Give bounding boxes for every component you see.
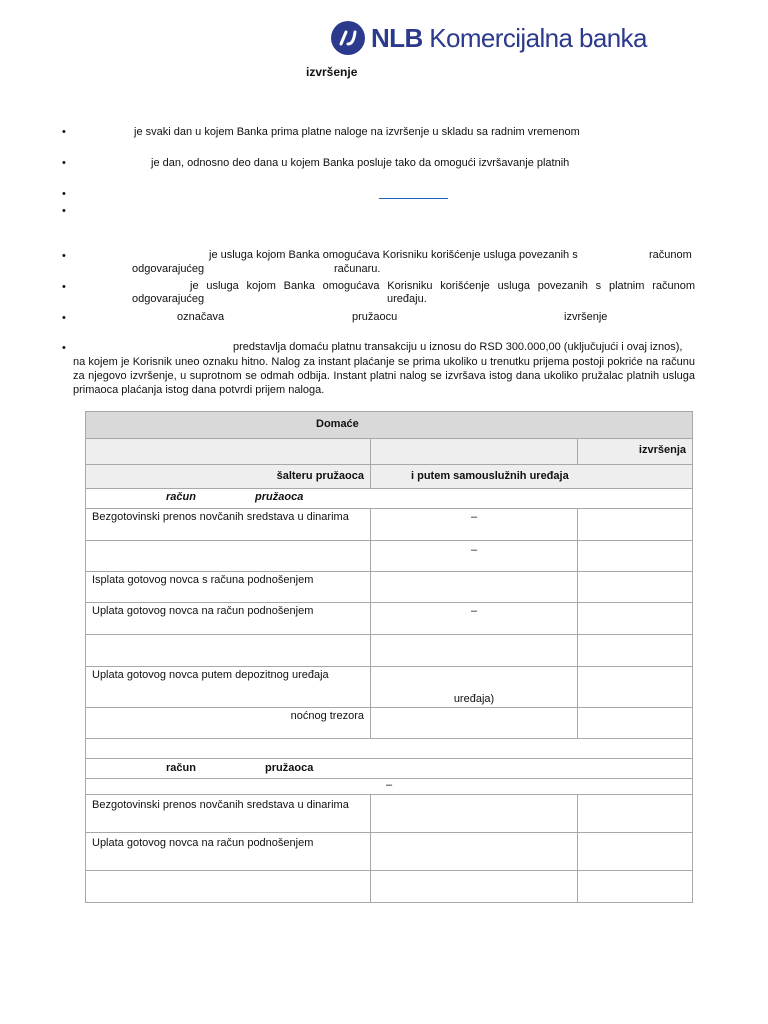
section-racun: račun (166, 491, 196, 503)
row-value: – (371, 541, 578, 572)
bullet-icon: • (62, 250, 66, 262)
row-label: Bezgotovinski prenos novčanih sredstava u dinarima (86, 795, 371, 833)
row-label: Uplata gotovog novca putem depozitnog uređaja (86, 667, 371, 708)
row-value: uređaja) (371, 667, 578, 708)
hyperlink-underline[interactable] (379, 198, 448, 199)
row-label: noćnog trezora (86, 708, 371, 739)
table-row (86, 779, 693, 795)
table-row (86, 603, 693, 635)
section-pruzaoca: pružaoca (255, 491, 304, 503)
table-row (86, 541, 693, 572)
definition-6-odgovarajuceg: odgovarajućeg (132, 293, 205, 305)
bullet-icon: • (62, 188, 66, 200)
table-row (86, 871, 693, 903)
definition-2: je dan, odnosno deo dana u kojem Banka posluje tako da omogući izvršavanje platnih (151, 157, 570, 169)
row-value: – (371, 509, 578, 541)
row-value: – (86, 779, 693, 795)
bullet-icon: • (62, 342, 66, 354)
definition-8-body: na kojem je Korisnik uneo oznaku hitno. Nalog za instant plaćanje se prima ukoliko u trenutku prijema postoji pokriće na računu za njegovo izvršenje, u suprotnom se odmah odbija. Instant platni nalog se izvršava istog dana ukoliko pružalac platnih usluga primaoca plaćanja istog dana potvrdi prijem naloga. (73, 356, 695, 396)
spacer-row (86, 739, 693, 759)
definition-7-oznacava: označava (177, 311, 225, 323)
definition-7-izvrsenje: izvršenje (564, 311, 608, 323)
table-row (86, 572, 693, 603)
row-label: Uplata gotovog novca na račun podnošenjem (86, 833, 371, 871)
table-row (86, 667, 693, 708)
definition-5-odgovarajuceg: odgovarajućeg (132, 263, 205, 275)
table-row (86, 439, 693, 465)
table-header-row (86, 412, 693, 439)
table-row (86, 795, 693, 833)
fees-table (85, 411, 693, 903)
bullet-icon: • (62, 312, 66, 324)
column-header-putem: i putem samouslužnih uređaja (371, 465, 693, 489)
section-pruzaoca: pružaoca (265, 762, 314, 774)
column-header-izvrsenja: izvršenja (578, 439, 693, 465)
definition-8-line1: predstavlja domaću platnu transakciju u iznosu do RSD 300.000,00 (uključujući i ovaj iznos), (233, 341, 683, 353)
definition-5-line1: je usluga kojom Banka omogućava Korisniku korišćenje usluga povezanih s (209, 249, 578, 261)
bullet-icon: • (62, 126, 66, 138)
definition-1: je svaki dan u kojem Banka prima platne naloge na izvršenje u skladu sa radnim vremenom (134, 126, 580, 138)
definition-5-racunom: računom (649, 249, 692, 261)
bullet-icon: • (62, 157, 66, 169)
definition-6-uredjaju: uređaju. (387, 293, 427, 305)
row-value: – (371, 603, 578, 635)
section-header-row (86, 759, 693, 779)
table-row (86, 708, 693, 739)
table-row (86, 509, 693, 541)
section-header-row (86, 489, 693, 509)
table-row (86, 833, 693, 871)
section-racun: račun (166, 762, 196, 774)
bullet-icon: • (62, 205, 66, 217)
bank-name: NLB Komercijalna banka (371, 22, 647, 53)
table-row (86, 465, 693, 489)
table-row (86, 635, 693, 667)
row-label: Isplata gotovog novca s računa podnošenjem (86, 572, 371, 603)
bullet-icon: • (62, 281, 66, 293)
table-title: Domaće (86, 412, 693, 439)
row-label: Bezgotovinski prenos novčanih sredstava u dinarima (86, 509, 371, 541)
bank-logo-icon (331, 21, 365, 55)
definition-7-pruzaocu: pružaocu (352, 311, 398, 323)
row-label: Uplata gotovog novca na račun podnošenjem (86, 603, 371, 635)
column-header-salteru: šalteru pružaoca (86, 465, 371, 489)
definition-5-racunaru: računaru. (334, 263, 381, 275)
page-title: izvršenje (306, 65, 358, 79)
definition-6-line1: je usluga kojom Banka omogućava Korisniku korišćenje usluga povezanih s platnim računom (190, 280, 695, 292)
bank-logo (331, 20, 647, 56)
